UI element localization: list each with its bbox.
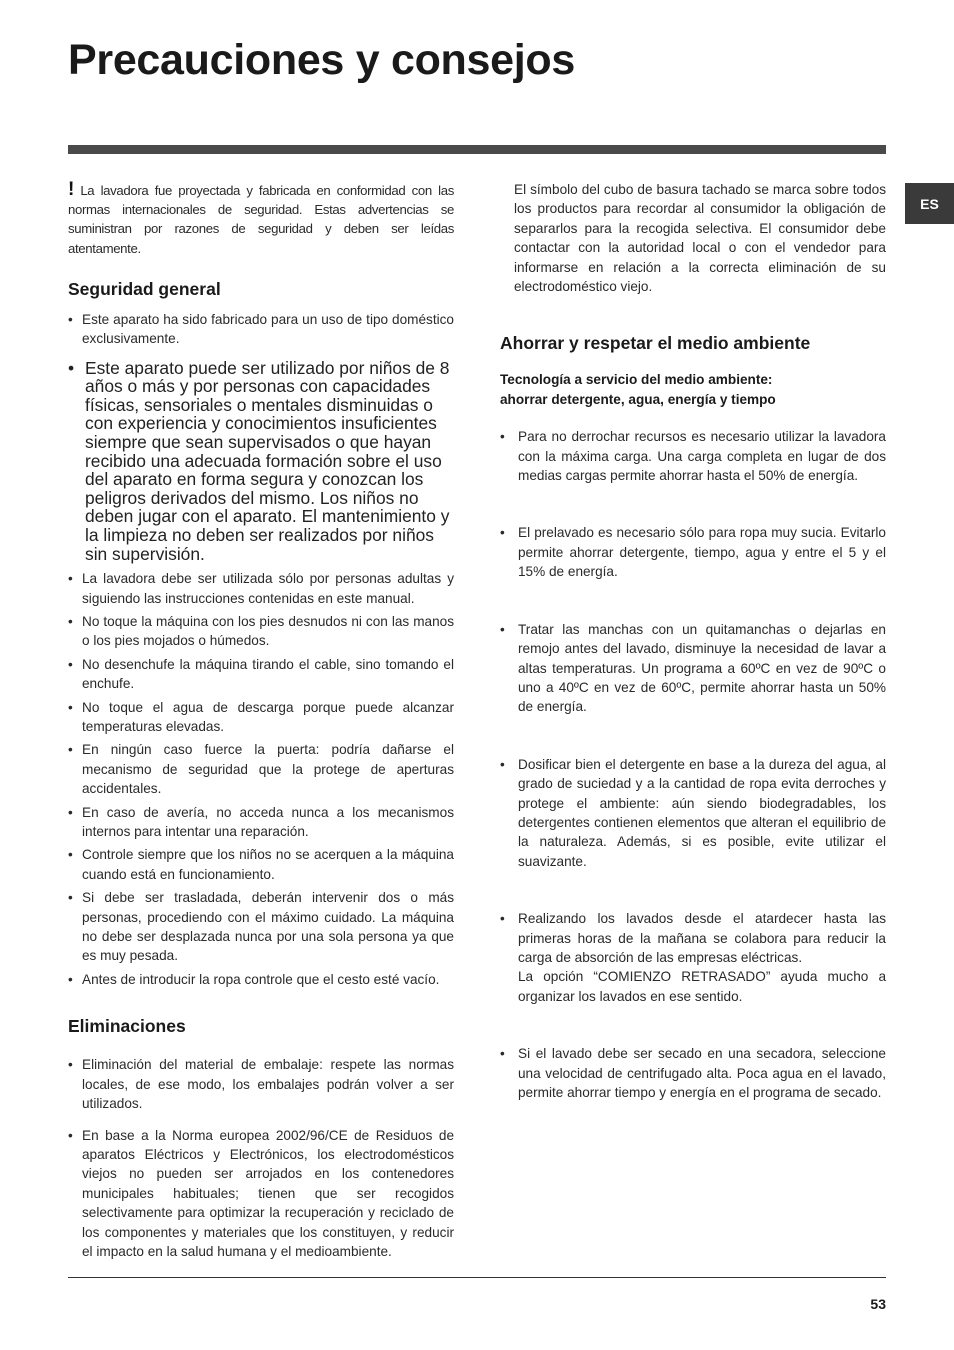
list-item: • Realizando los lavados desde el atardecer hasta las primeras horas de la mañana se colabora para reducir la carga de absorción de las empresas eléctricas. La opción “COMIENZO RETRASADO” ayuda mucho a organizar los lavados en ese sentido. [500, 911, 886, 1004]
list-item: • El prelavado es necesario sólo para ropa muy sucia. Evitarlo permite ahorrar detergente, tiempo, agua y entre el 5 y el 15% de energía. [500, 525, 886, 580]
list-item: • Si debe ser trasladada, deberán intervenir dos o más personas, procediendo con el máximo cuidado. La máquina no debe ser desplazada nunca por una sola persona ya que es muy pesada. [68, 890, 454, 964]
list-item: • Si el lavado debe ser secado en una secadora, seleccione una velocidad de centrifugado alta. Poca agua en el lavado, permite ahorrar tiempo y energía en el programa de secado. [500, 1046, 886, 1100]
eliminaciones-continuation: El símbolo del cubo de basura tachado se marca sobre todos los productos para recordar al consumidor la obligación de separarlos para la recogida selectiva. El consumidor debe contactar con la autoridad local o con el vendedor para informarse en relación a la correcta eliminación de su electrodoméstico viejo. [514, 182, 886, 295]
list-item-note: La opción “COMIENZO RETRASADO” ayuda mucho a organizar los lavados en ese sentido. [518, 969, 886, 1004]
language-tab: ES [905, 183, 954, 224]
list-item: • Este aparato ha sido fabricado para un uso de tipo doméstico exclusivamente. [68, 311, 454, 347]
eliminaciones-list [68, 1055, 454, 1261]
intro-paragraph [68, 180, 454, 258]
page-title: Precauciones y consejos [68, 36, 575, 84]
left-column [68, 180, 454, 1269]
list-item: • En ningún caso fuerce la puerta: podría dañarse el mecanismo de seguridad que la protege de aperturas accidentales. [68, 742, 454, 797]
right-column [500, 180, 886, 1140]
seguridad-list [68, 310, 454, 989]
list-item: • Controle siempre que los niños no se acerquen a la máquina cuando está en funcionamiento. [68, 847, 454, 882]
header-rule [68, 145, 886, 154]
list-item: • Para no derrochar recursos es necesario utilizar la lavadora con la máxima carga. Una carga completa en lugar de dos medias cargas permite ahorrar hasta el 50% de energía. [500, 429, 886, 484]
list-item: • La lavadora debe ser utilizada sólo por personas adultas y siguiendo las instrucciones contenidas en este manual. [68, 571, 454, 606]
heading-ahorrar: Ahorrar y respetar el medio ambiente [500, 333, 811, 354]
ahorrar-subheading: Tecnología a servicio del medio ambiente: ahorrar detergente, agua, energía y tiempo [500, 372, 776, 407]
list-item: • En base a la Norma europea 2002/96/CE de Residuos de aparatos Eléctricos y Electrónicos, los electrodomésticos viejos no pueden ser arrojados en los contenedores municipales habituales; tienen que ser recogidos selectivamente para optimizar la recuperación y reciclado de los componentes y materiales que los constituyen, y reducir el impacto en la salud humana y el medioambiente. [68, 1127, 454, 1259]
ahorrar-list [500, 427, 886, 1102]
list-item: • No toque el agua de descarga porque puede alcanzar temperaturas elevadas. [68, 699, 454, 734]
list-item: • No toque la máquina con los pies desnudos ni con las manos o los pies mojados o húmedos. [68, 613, 454, 649]
warning-mark: ! [68, 179, 74, 200]
page-number: 53 [870, 1296, 886, 1312]
heading-eliminaciones: Eliminaciones [68, 1016, 186, 1037]
list-item: • Eliminación del material de embalaje: respete las normas locales, de ese modo, los embalajes podrán volver a ser utilizados. [68, 1057, 454, 1112]
list-item: • Antes de introducir la ropa controle que el cesto esté vacío. [68, 971, 440, 987]
list-item: • En caso de avería, no acceda nunca a los mecanismos internos para intentar una reparación. [68, 804, 454, 840]
list-item-highlight: • Este aparato puede ser utilizado por niños de 8 años o más y por personas con capacidades físicas, sensoriales o mentales disminuidas o con experiencia y conocimientos insuficientes siempre que sean supervisados o que hayan recibido una adecuada formación sobre el uso del aparato en forma segura y conozcan los peligros derivados del mismo. Los niños no deben jugar con el aparato. El mantenimiento y la limpieza no deben ser realizados por niños sin supervisión. [68, 357, 450, 564]
footer-rule [68, 1277, 886, 1278]
list-item: • Dosificar bien el detergente en base a la dureza del agua, al grado de suciedad y a la cantidad de ropa evita derroches y protege el ambiente: aún siendo biodegradables, los detergentes contienen elementos que alteran el equilibrio de la naturaleza. Además, si es posible, evite utilizar el suavizante. [500, 756, 886, 869]
list-item: • Tratar las manchas con un quitamanchas o dejarlas en remojo antes del lavado, disminuye la necesidad de lavar a altas temperaturas. Un programa a 60ºC en vez de 90ºC o uno a 40ºC en vez de 60ºC, permite ahorrar hasta un 50% de energía. [500, 621, 886, 715]
intro-text: La lavadora fue proyectada y fabricada en conformidad con las normas internacionales de seguridad. Estas advertencias se suministran por razones de seguridad y deben ser leídas atentamente. [68, 183, 454, 256]
heading-seguridad-general: Seguridad general [68, 278, 221, 299]
list-item: • No desenchufe la máquina tirando el cable, sino tomando el enchufe. [68, 656, 454, 692]
